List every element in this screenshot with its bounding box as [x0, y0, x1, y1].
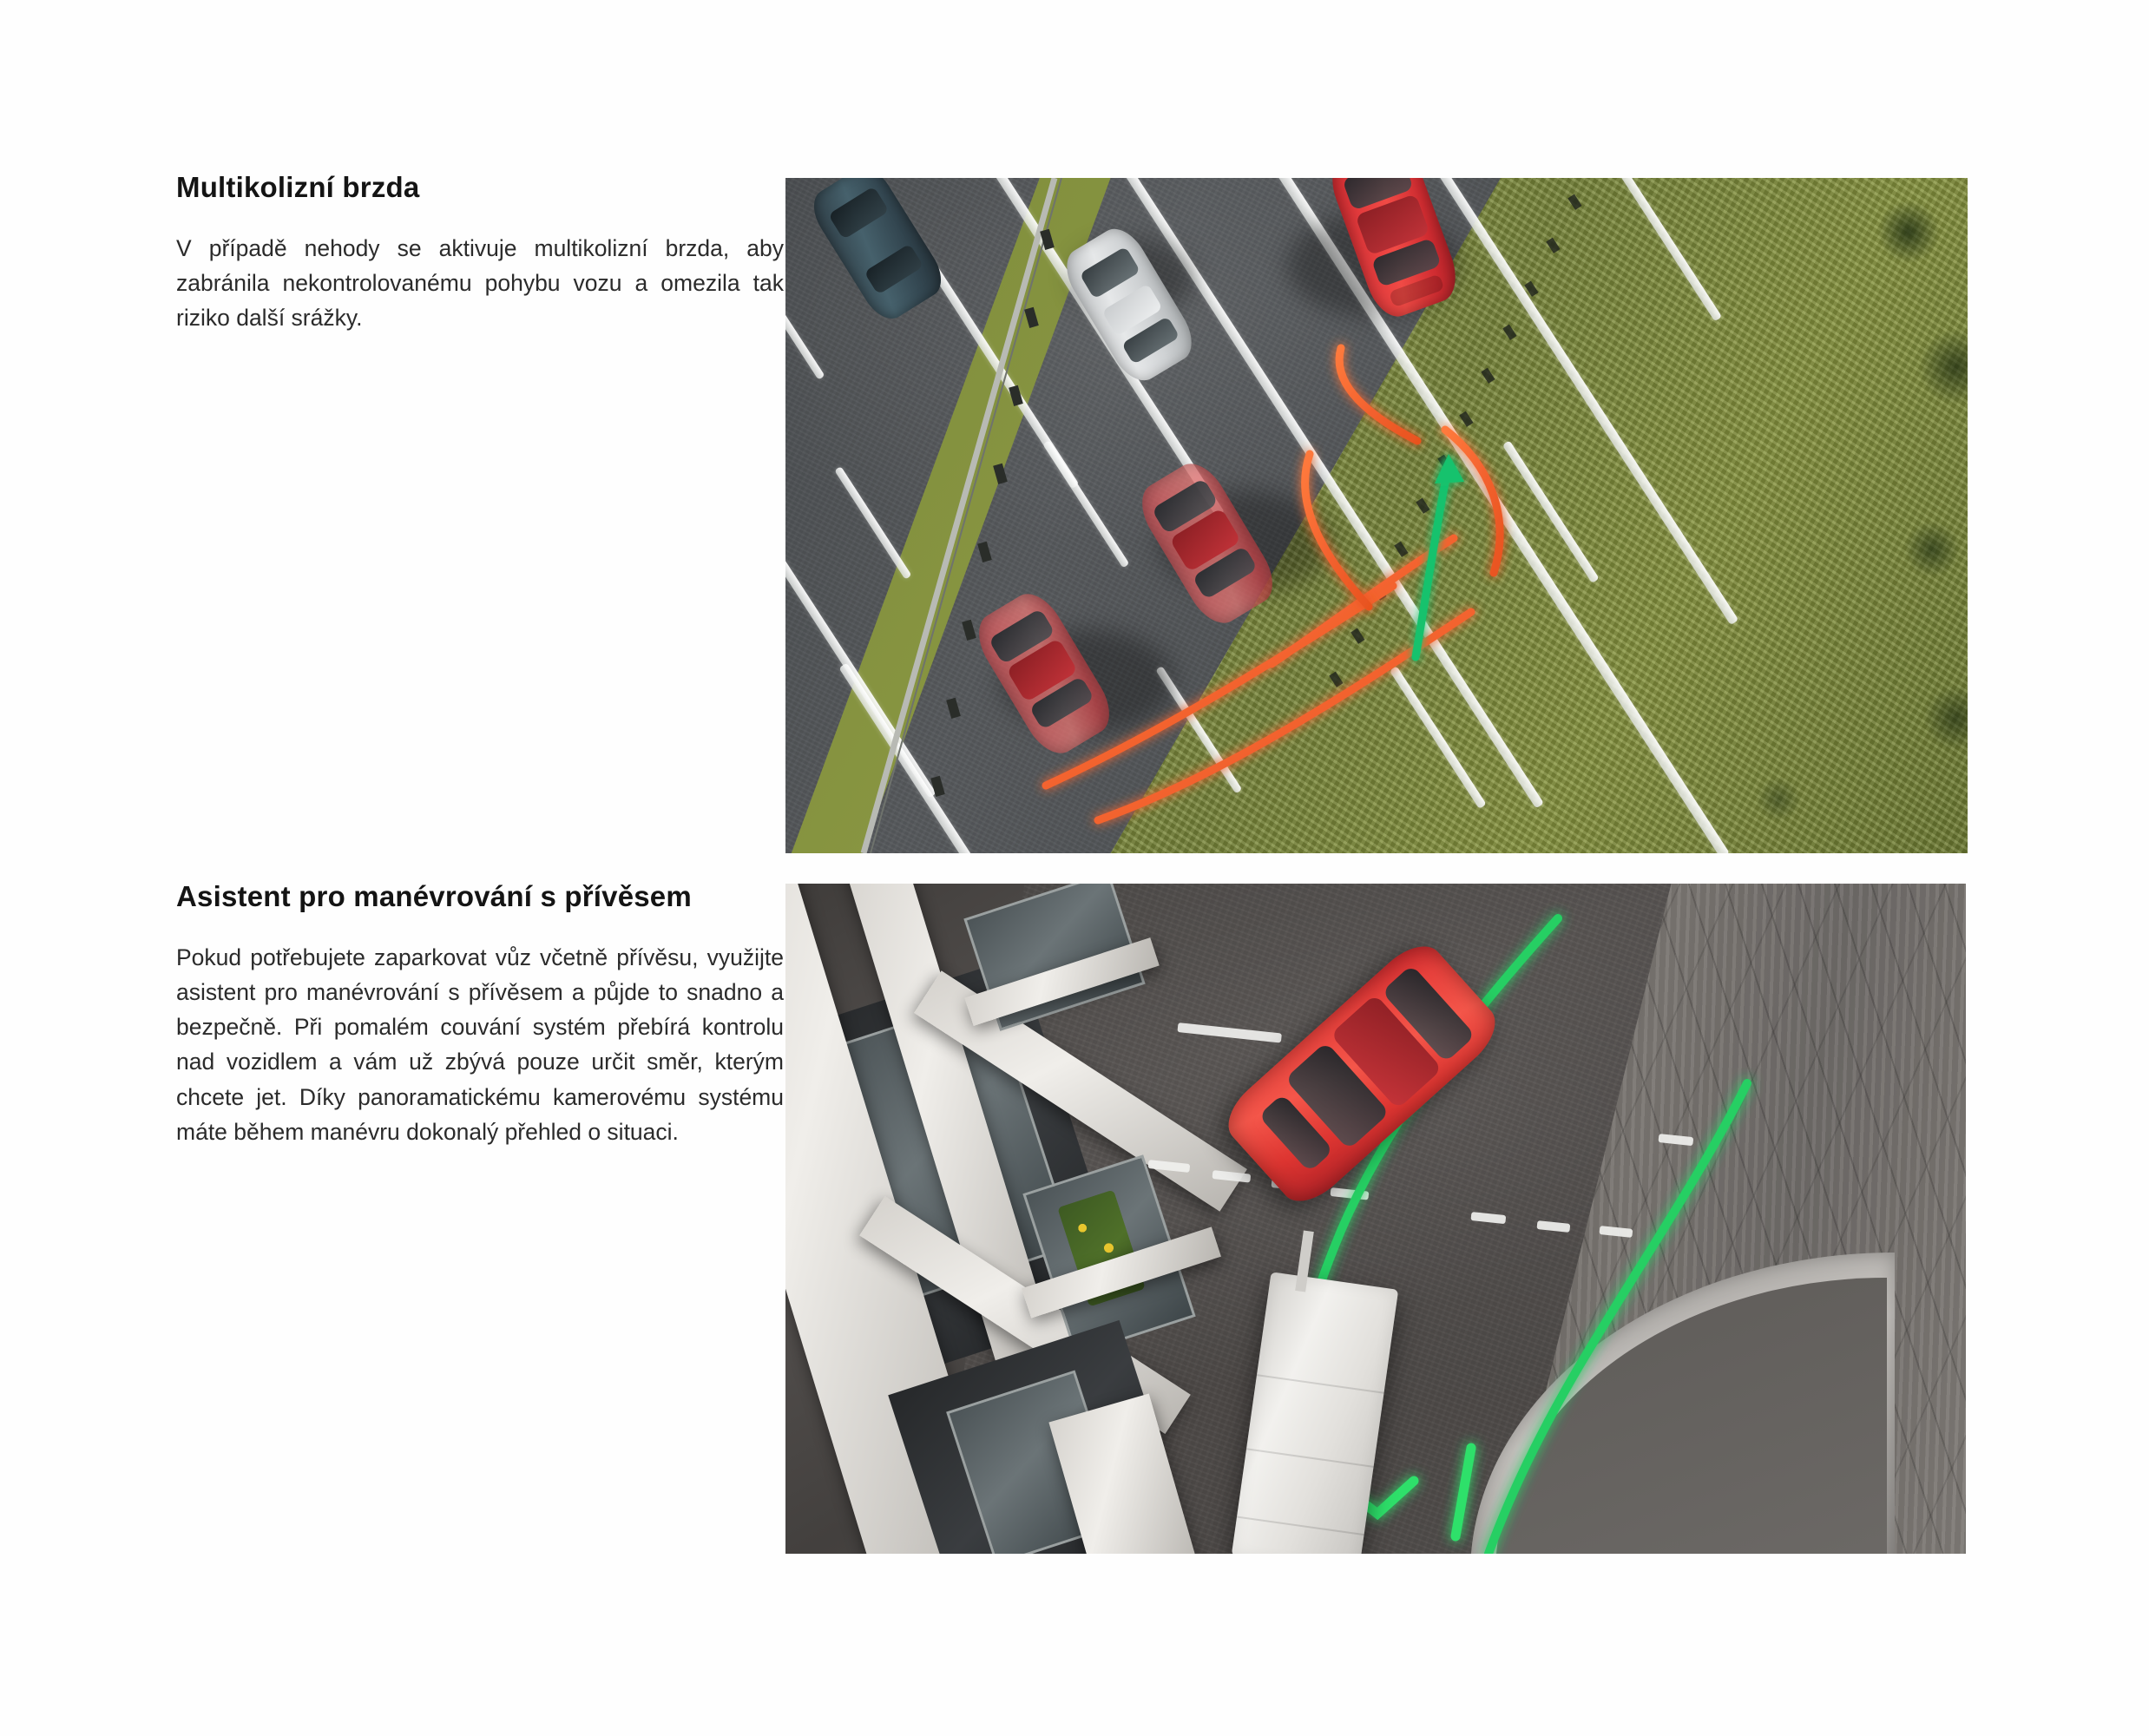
section-body-multicollision-brake: V případě nehody se aktivuje multikolizní brzda, aby zabránila nekontrolovanému pohybu vozu a omezila tak riziko další srážky.: [176, 234, 784, 332]
image-trailer-assist-aerial: [785, 884, 1966, 1554]
image-highway-aerial-multicollision-brake: [785, 178, 1968, 853]
guidance-curve-green-right: [1489, 1083, 1747, 1554]
section-title-trailer-assist: Asistent pro manévrování s přívěsem: [176, 880, 692, 912]
section-title-multicollision-brake: Multikolizní brzda: [176, 171, 420, 203]
text-column-multicollision-brake: [176, 170, 784, 335]
section-body-trailer-assist: Pokud potřebujete zaparkovat vůz včetně přívěsu, využijte asistent pro manévrování s přívěsem a půjde to snadno a bezpečně. Při pomalém couvání systém přebírá kontrolu nad vozidlem a vám už zbývá pouze určit směr, kterým chcete jet. Díky panoramatickému kamerovému systému máte během manévru dokonalý přehled o situaci.: [176, 944, 784, 1145]
guide-line-green-right: [1456, 1448, 1471, 1536]
text-column-trailer-assist: [176, 879, 784, 1149]
